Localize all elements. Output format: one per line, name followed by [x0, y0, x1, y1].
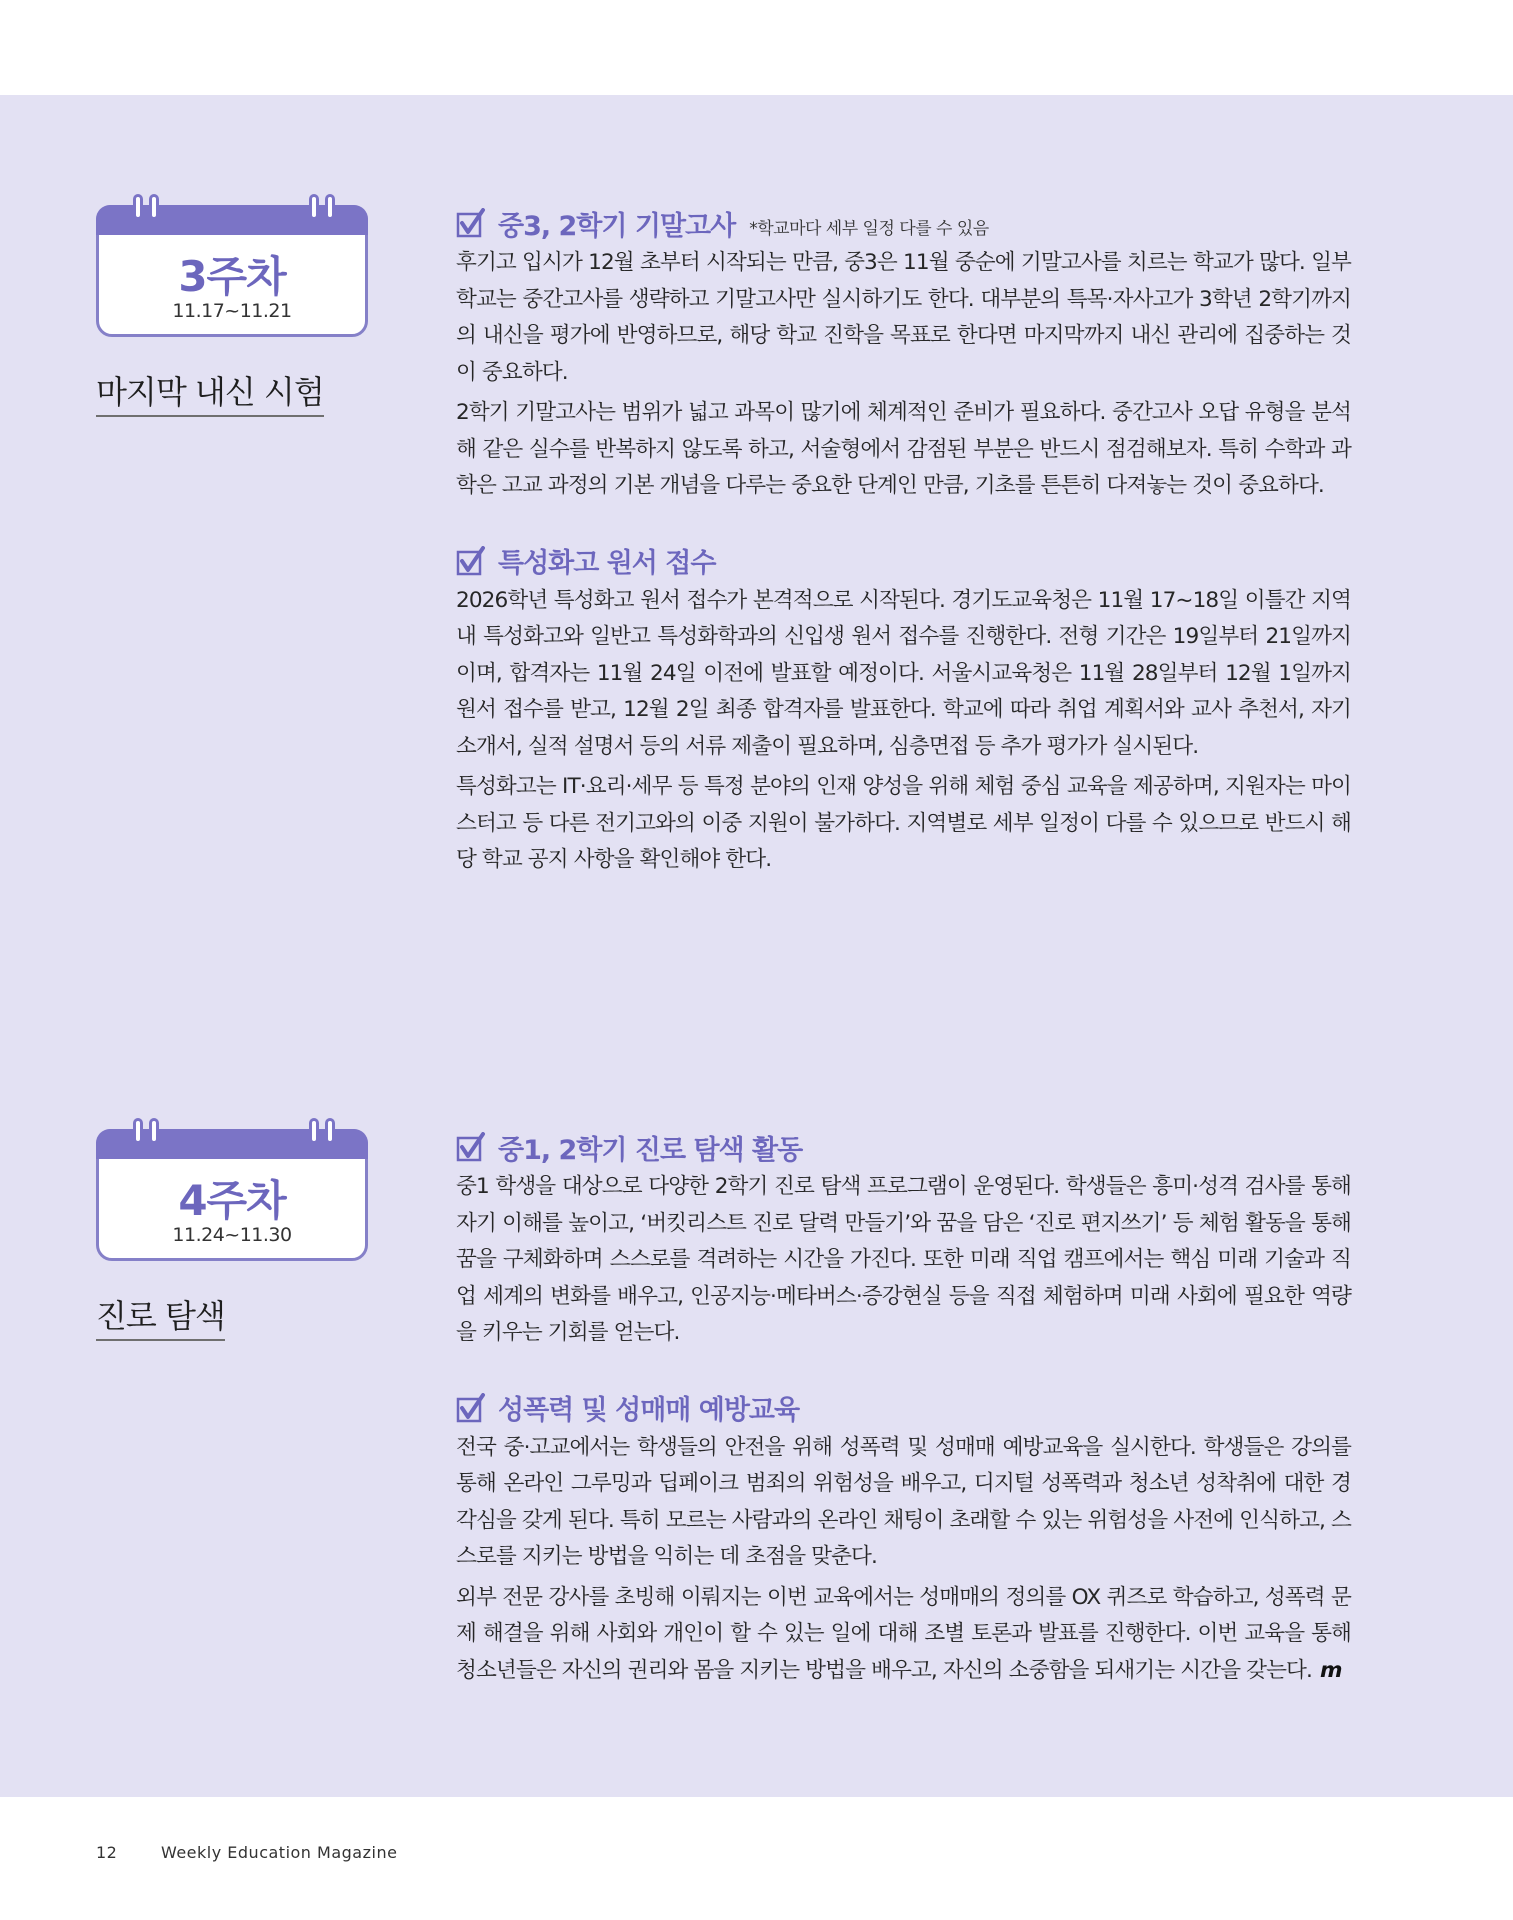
section: [456, 1390, 1351, 1690]
week-3-content: [456, 205, 1351, 879]
section: [456, 1129, 1351, 1352]
section-title: 성폭력 및 성매매 예방교육: [498, 1395, 800, 1426]
calendar-ring-icon: [133, 1118, 167, 1146]
paragraph: 2학기 기말고사는 범위가 넓고 과목이 많기에 체계적인 준비가 필요하다. 중간고사 오답 유형을 분석해 같은 실수를 반복하지 않도록 하고, 서술형에서 감점된 부분은 반드시 점검해보자. 특히 수학과 과학은 고교 과정의 기본 개념을 다루는 중요한 단계인 만큼, 기초를 튼튼히 다져놓는 것이 중요하다.: [456, 400, 1351, 498]
section-header: [456, 1390, 1351, 1426]
section-header: [456, 205, 1351, 241]
section: [456, 205, 1351, 505]
calendar-ring-icon: [309, 194, 343, 222]
magazine-name: Weekly Education Magazine: [160, 1843, 398, 1862]
section-note: *학교마다 세부 일정 다를 수 있음: [749, 218, 989, 239]
week-4-block: [96, 1129, 371, 1341]
week-title: 마지막 내신 시험: [96, 367, 324, 417]
week-3-block: [96, 205, 371, 417]
page-number: 12: [96, 1843, 118, 1862]
checkbox-check-icon: [456, 208, 486, 238]
section-header: [456, 1129, 1351, 1165]
week-number: 4주차: [178, 1176, 286, 1225]
calendar-icon: [96, 1129, 368, 1261]
paragraph: 후기고 입시가 12월 초부터 시작되는 만큼, 중3은 11월 중순에 기말고사를 치르는 학교가 많다. 일부 학교는 중간고사를 생략하고 기말고사만 실시하기도 한다. 대부분의 특목·자사고가 3학년 2학기까지의 내신을 평가에 반영하므로, 해당 학교 진학을 목표로 한다면 마지막까지 내신 관리에 집중하는 것이 중요하다.: [456, 250, 1351, 385]
section-title: 중3, 2학기 기말고사: [498, 210, 736, 242]
checkbox-check-icon: [456, 546, 486, 576]
week-dates: 11.17~11.21: [172, 300, 292, 322]
magazine-logo-icon: m: [1319, 1657, 1342, 1683]
calendar-icon: [96, 205, 368, 337]
week-4-content: [456, 1129, 1351, 1689]
section: [456, 543, 1351, 879]
section-header: [456, 543, 1351, 579]
checkbox-check-icon: [456, 1132, 486, 1162]
page-footer: [96, 1843, 397, 1862]
week-title: 진로 탐색: [96, 1291, 225, 1341]
week-dates: 11.24~11.30: [172, 1224, 292, 1246]
paragraph: 중1 학생을 대상으로 다양한 2학기 진로 탐색 프로그램이 운영된다. 학생들은 흥미·성격 검사를 통해 자기 이해를 높이고, ‘버킷리스트 진로 달력 만들기’와 꿈을 담은 ‘진로 편지쓰기’ 등 체험 활동을 통해 꿈을 구체화하며 스스로를 격려하는 시간을 가진다. 또한 미래 직업 캠프에서는 핵심 미래 기술과 직업 세계의 변화를 배우고, 인공지능·메타버스·증강현실 등을 직접 체험하며 미래 사회에 필요한 역량을 키우는 기회를 얻는다.: [456, 1174, 1351, 1345]
paragraph: 특성화고는 IT·요리·세무 등 특정 분야의 인재 양성을 위해 체험 중심 교육을 제공하며, 지원자는 마이스터고 등 다른 전기고와의 이중 지원이 불가하다. 지역별로 세부 일정이 다를 수 있으므로 반드시 해당 학교 공지 사항을 확인해야 한다.: [456, 774, 1351, 872]
section-title: 중1, 2학기 진로 탐색 활동: [498, 1134, 803, 1166]
checkbox-check-icon: [456, 1393, 486, 1423]
paragraph-last: [456, 1580, 1351, 1690]
section-title: 특성화고 원서 접수: [498, 548, 716, 579]
paragraph: 전국 중·고교에서는 학생들의 안전을 위해 성폭력 및 성매매 예방교육을 실시한다. 학생들은 강의를 통해 온라인 그루밍과 딥페이크 범죄의 위험성을 배우고, 디지털 성폭력과 청소년 성착취에 대한 경각심을 갖게 된다. 특히 모르는 사람과의 온라인 채팅이 초래할 수 있는 위험성을 사전에 인식하고, 스스로를 지키는 방법을 익히는 데 초점을 맞춘다.: [456, 1434, 1351, 1569]
paragraph: 2026학년 특성화고 원서 접수가 본격적으로 시작된다. 경기도교육청은 11월 17~18일 이틀간 지역 내 특성화고와 일반고 특성화학과의 신입생 원서 접수를 진행한다. 전형 기간은 19일부터 21일까지이며, 합격자는 11월 24일 이전에 발표할 예정이다. 서울시교육청은 11월 28일부터 12월 1일까지 원서 접수를 받고, 12월 2일 최종 합격자를 발표한다. 학교에 따라 취업 계획서와 교사 추천서, 자기소개서, 실적 설명서 등의 서류 제출이 필요하며, 심층면접 등 추가 평가가 실시된다.: [456, 587, 1351, 759]
week-number: 3주차: [178, 252, 286, 301]
paragraph-text: 외부 전문 강사를 초빙해 이뤄지는 이번 교육에서는 성매매의 정의를 OX 퀴즈로 학습하고, 성폭력 문제 해결을 위해 사회와 개인이 할 수 있는 일에 대해 조별 토론과 발표를 진행한다. 이번 교육을 통해 청소년들은 자신의 권리와 몸을 지키는 방법을 배우고, 자신의 소중함을 되새기는 시간을 갖는다.: [456, 1584, 1351, 1683]
calendar-ring-icon: [309, 1118, 343, 1146]
calendar-ring-icon: [133, 194, 167, 222]
